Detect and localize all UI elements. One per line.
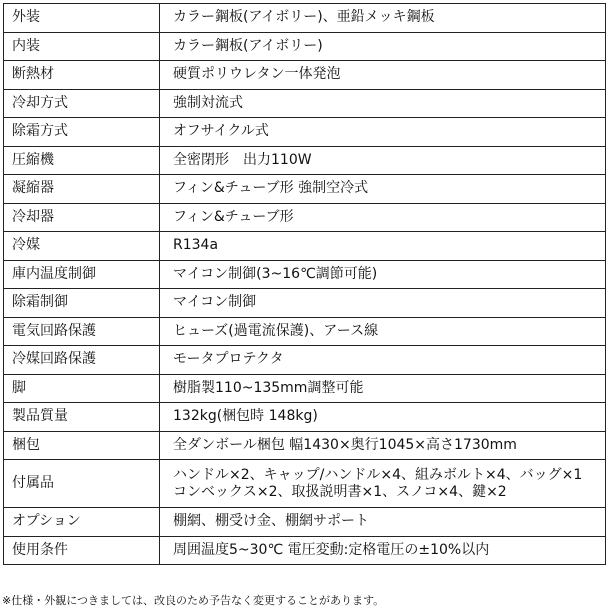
spec-value: カラー鋼板(アイボリー) xyxy=(160,32,606,61)
spec-row-compressor xyxy=(4,146,606,175)
spec-row-temperature-control xyxy=(4,260,606,289)
spec-label: 電気回路保護 xyxy=(4,317,160,346)
spec-value: フィン&チューブ形 強制空冷式 xyxy=(160,175,606,204)
spec-label: 使用条件 xyxy=(4,536,160,565)
spec-value: ヒューズ(過電流保護)、アース線 xyxy=(160,317,606,346)
spec-value: 周囲温度5~30℃ 電圧変動:定格電圧の±10%以内 xyxy=(160,536,606,565)
spec-value: 132kg(梱包時 148kg) xyxy=(160,403,606,432)
spec-row-exterior xyxy=(4,4,606,33)
footnote: ※仕様・外観につきましては、改良のため予告なく変更することがあります。 xyxy=(2,594,385,607)
spec-label: 脚 xyxy=(4,374,160,403)
spec-label: オプション xyxy=(4,508,160,537)
spec-value: R134a xyxy=(160,232,606,261)
spec-row-refrigerant-circuit-protection xyxy=(4,346,606,375)
spec-label: 外装 xyxy=(4,4,160,33)
spec-label: 庫内温度制御 xyxy=(4,260,160,289)
spec-row-accessories xyxy=(4,460,606,508)
spec-value: 全ダンボール梱包 幅1430×奥行1045×高さ1730mm xyxy=(160,431,606,460)
spec-row-operating-conditions xyxy=(4,536,606,565)
spec-label: 製品質量 xyxy=(4,403,160,432)
accessories-line-1: ハンドル×2、キャップ/ハンドル×4、組みボルト×4、バッグ×1 xyxy=(173,466,583,483)
spec-row-refrigerant xyxy=(4,232,606,261)
spec-value: 全密閉形 出力110W xyxy=(160,146,606,175)
spec-table xyxy=(3,3,606,565)
spec-value: オフサイクル式 xyxy=(160,118,606,147)
spec-value: 強制対流式 xyxy=(160,89,606,118)
spec-row-options xyxy=(4,508,606,537)
spec-row-cooling-method xyxy=(4,89,606,118)
spec-label: 除霜方式 xyxy=(4,118,160,147)
spec-value: 硬質ポリウレタン一体発泡 xyxy=(160,61,606,90)
spec-label: 付属品 xyxy=(4,460,160,508)
spec-row-defrost-method xyxy=(4,118,606,147)
spec-row-circuit-protection xyxy=(4,317,606,346)
spec-label: 凝縮器 xyxy=(4,175,160,204)
spec-row-condenser xyxy=(4,175,606,204)
spec-value: マイコン制御 xyxy=(160,289,606,318)
spec-label: 除霜制御 xyxy=(4,289,160,318)
spec-value: モータプロテクタ xyxy=(160,346,606,375)
spec-value: 棚網、棚受け金、棚網サポート xyxy=(160,508,606,537)
spec-label: 冷却器 xyxy=(4,203,160,232)
spec-value: マイコン制御(3~16℃調節可能) xyxy=(160,260,606,289)
spec-row-product-weight xyxy=(4,403,606,432)
accessories-line-2: コンベックス×2、取扱説明書×1、スノコ×4、鍵×2 xyxy=(173,483,507,500)
spec-value: 樹脂製110~135mm調整可能 xyxy=(160,374,606,403)
spec-value: フィン&チューブ形 xyxy=(160,203,606,232)
spec-row-interior xyxy=(4,32,606,61)
spec-label: 梱包 xyxy=(4,431,160,460)
spec-row-defrost-control xyxy=(4,289,606,318)
spec-label: 圧縮機 xyxy=(4,146,160,175)
spec-row-evaporator xyxy=(4,203,606,232)
spec-label: 冷却方式 xyxy=(4,89,160,118)
spec-row-insulation xyxy=(4,61,606,90)
spec-label: 断熱材 xyxy=(4,61,160,90)
spec-value: カラー鋼板(アイボリー)、亜鉛メッキ鋼板 xyxy=(160,4,606,33)
spec-row-packaging xyxy=(4,431,606,460)
spec-row-legs xyxy=(4,374,606,403)
spec-label: 内装 xyxy=(4,32,160,61)
spec-label: 冷媒 xyxy=(4,232,160,261)
spec-label: 冷媒回路保護 xyxy=(4,346,160,375)
spec-value xyxy=(160,460,606,508)
